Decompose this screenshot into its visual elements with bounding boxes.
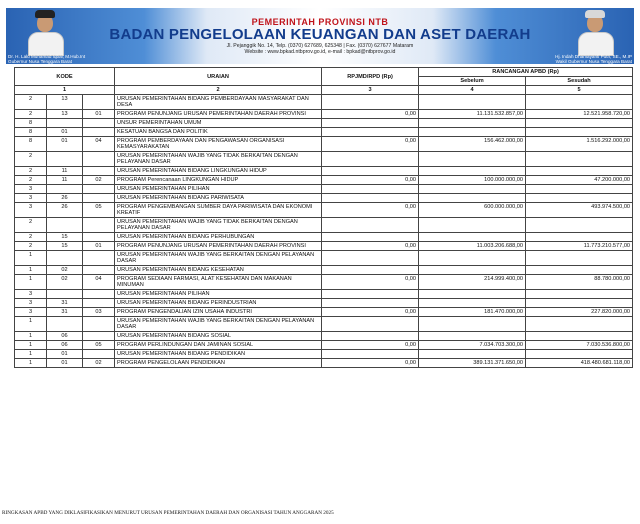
table-row [15,341,633,350]
code-urusan: 3 [15,299,47,308]
uraian-cell: URUSAN PEMERINTAHAN PILIHAN [115,185,322,194]
code-bidang [47,218,83,233]
sebelum-cell: 156.462.000,00 [419,137,526,152]
code-program [83,119,115,128]
rpjmd-cell [322,299,419,308]
code-urusan: 1 [15,317,47,332]
uraian-cell: URUSAN PEMERINTAHAN BIDANG PENDIDIKAN [115,350,322,359]
code-program [83,299,115,308]
code-program: 01 [83,110,115,119]
code-program: 05 [83,341,115,350]
code-bidang: 01 [47,359,83,368]
table-row [15,275,633,290]
sebelum-cell [419,251,526,266]
uraian-cell: PROGRAM PENGEMBANGAN SUMBER DAYA PARIWISATA DAN EKONOMI KREATIF [115,203,322,218]
code-bidang [47,185,83,194]
sebelum-cell [419,152,526,167]
code-urusan: 1 [15,275,47,290]
sesudah-cell [526,332,633,341]
code-urusan: 1 [15,251,47,266]
code-bidang: 13 [47,110,83,119]
sesudah-cell: 11.773.210.577,00 [526,242,633,251]
vice-governor-headscarf [585,10,605,18]
table-row [15,152,633,167]
rpjmd-cell [322,350,419,359]
table-row [15,194,633,203]
header-sesudah: Sesudah [526,77,633,86]
sebelum-cell [419,95,526,110]
code-urusan: 2 [15,152,47,167]
table-row [15,359,633,368]
code-program [83,290,115,299]
sebelum-cell [419,194,526,203]
uraian-cell: URUSAN PEMERINTAHAN BIDANG PEMBERDAYAAN MASYARAKAT DAN DESA [115,95,322,110]
code-urusan: 3 [15,185,47,194]
code-program [83,152,115,167]
table-body [15,95,633,368]
code-bidang: 31 [47,308,83,317]
code-bidang: 06 [47,332,83,341]
uraian-cell: URUSAN PEMERINTAHAN BIDANG KESEHATAN [115,266,322,275]
uraian-cell: URUSAN PEMERINTAHAN BIDANG PERINDUSTRIAN [115,299,322,308]
uraian-cell: URUSAN PEMERINTAHAN WAJIB YANG TIDAK BERKAITAN DENGAN PELAYANAN DASAR [115,218,322,233]
sebelum-cell: 11.003.206.688,00 [419,242,526,251]
code-bidang [47,152,83,167]
sebelum-cell [419,218,526,233]
uraian-cell: URUSAN PEMERINTAHAN BIDANG PARIWISATA [115,194,322,203]
sesudah-cell [526,350,633,359]
header-rpjmd: RPJMD/RPD (Rp) [322,68,419,86]
uraian-cell: URUSAN PEMERINTAHAN BIDANG LINGKUNGAN HIDUP [115,167,322,176]
table-row [15,242,633,251]
code-program [83,95,115,110]
sebelum-cell: 11.131.532.857,00 [419,110,526,119]
code-program [83,218,115,233]
letterhead [6,8,634,64]
code-bidang [47,290,83,299]
header-uraian: URAIAN [115,68,322,86]
rpjmd-cell [322,185,419,194]
table-row [15,233,633,242]
code-urusan: 1 [15,332,47,341]
rpjmd-cell [322,167,419,176]
code-program [83,233,115,242]
rpjmd-cell [322,152,419,167]
header-sebelum: Sebelum [419,77,526,86]
contact-line: Website : www.bpkad.ntbprov.go.id, e-mail : bpkad@ntbprov.go.id [244,49,396,55]
vice-governor-caption [555,54,632,64]
code-urusan: 1 [15,266,47,275]
sebelum-cell [419,299,526,308]
table-row [15,95,633,110]
sebelum-cell: 100.000.000,00 [419,176,526,185]
sesudah-cell [526,185,633,194]
rpjmd-cell [322,251,419,266]
code-urusan: 8 [15,119,47,128]
code-urusan: 2 [15,233,47,242]
rpjmd-cell [322,128,419,137]
code-program [83,194,115,203]
code-urusan: 2 [15,95,47,110]
code-urusan: 1 [15,341,47,350]
code-bidang: 01 [47,128,83,137]
table-row [15,218,633,233]
code-bidang [47,119,83,128]
code-program [83,317,115,332]
header-rancangan: RANCANGAN APBD (Rp) [419,68,633,77]
rpjmd-cell [322,317,419,332]
rpjmd-cell: 0,00 [322,203,419,218]
column-number: 3 [322,86,419,95]
code-urusan: 3 [15,308,47,317]
sesudah-cell [526,119,633,128]
table-row [15,266,633,275]
sebelum-cell [419,128,526,137]
code-program [83,332,115,341]
sebelum-cell [419,185,526,194]
code-urusan: 3 [15,290,47,299]
sesudah-cell [526,233,633,242]
uraian-cell: PROGRAM Perencanaan LINGKUNGAN HIDUP [115,176,322,185]
code-urusan: 2 [15,218,47,233]
code-urusan: 2 [15,176,47,185]
code-bidang: 26 [47,194,83,203]
sesudah-cell [526,167,633,176]
column-number: 5 [526,86,633,95]
sebelum-cell [419,233,526,242]
uraian-cell: PROGRAM PERLINDUNGAN DAN JAMINAN SOSIAL [115,341,322,350]
uraian-cell: PROGRAM PEMBERDAYAAN DAN PENGAWASAN ORGANISASI KEMASYARAKATAN [115,137,322,152]
code-urusan: 1 [15,359,47,368]
uraian-cell: URUSAN PEMERINTAHAN WAJIB YANG BERKAITAN DENGAN PELAYANAN DASAR [115,317,322,332]
uraian-cell: PROGRAM SEDIAAN FARMASI, ALAT KESEHATAN DAN MAKANAN MINUMAN [115,275,322,290]
sesudah-cell: 47.200.000,00 [526,176,633,185]
uraian-cell: URUSAN PEMERINTAHAN BIDANG SOSIAL [115,332,322,341]
code-bidang [47,251,83,266]
governor-name: Dr. H. Lalu Muhamad Iqbal, M.Hub.Int [8,54,86,59]
sesudah-cell [526,152,633,167]
table-row [15,119,633,128]
table-row [15,332,633,341]
sebelum-cell: 600.000.000,00 [419,203,526,218]
document-footer: RINGKASAN APBD YANG DIKLASIFIKASIKAN MENURUT URUSAN PEMERINTAHAN DAERAH DAN ORGANISASI TAHUN ANGGARAN 2025 [2,510,334,516]
code-bidang: 31 [47,299,83,308]
code-bidang [47,317,83,332]
sesudah-cell: 227.820.000,00 [526,308,633,317]
rpjmd-cell [322,95,419,110]
budget-table [14,67,633,368]
sesudah-cell: 88.780.000,00 [526,275,633,290]
vice-governor-uniform [578,32,614,56]
table-row [15,110,633,119]
code-program [83,128,115,137]
sebelum-cell [419,317,526,332]
table-row [15,308,633,317]
sebelum-cell: 389.131.371.650,00 [419,359,526,368]
uraian-cell: KESATUAN BANGSA DAN POLITIK [115,128,322,137]
code-urusan: 8 [15,128,47,137]
table-row [15,167,633,176]
sesudah-cell: 418.480.681.118,00 [526,359,633,368]
uraian-cell: PROGRAM PENGELOLAAN PENDIDIKAN [115,359,322,368]
code-program: 05 [83,203,115,218]
sebelum-cell: 181.470.000,00 [419,308,526,317]
uraian-cell: URUSAN PEMERINTAHAN WAJIB YANG TIDAK BERKAITAN DENGAN PELAYANAN DASAR [115,152,322,167]
rpjmd-cell: 0,00 [322,341,419,350]
code-bidang: 26 [47,203,83,218]
sesudah-cell: 1.516.292.000,00 [526,137,633,152]
code-program: 02 [83,176,115,185]
sesudah-cell [526,299,633,308]
sesudah-cell: 12.521.958.720,00 [526,110,633,119]
governor-title: Gubernur Nusa Tenggara Barat [8,59,73,64]
address-line: Jl. Pejanggik No. 14, Telp. (0370) 627689, 625348 | Fax. (0370) 627677 Mataram [226,43,414,49]
rpjmd-cell [322,233,419,242]
sesudah-cell [526,128,633,137]
sebelum-cell: 7.034.703.300,00 [419,341,526,350]
table-row [15,176,633,185]
sesudah-cell [526,266,633,275]
code-bidang: 01 [47,350,83,359]
code-bidang: 11 [47,167,83,176]
code-urusan: 2 [15,110,47,119]
rpjmd-cell [322,266,419,275]
code-program: 03 [83,308,115,317]
code-program: 04 [83,275,115,290]
uraian-cell: PROGRAM PENUNJANG URUSAN PEMERINTAHAN DAERAH PROVINSI [115,110,322,119]
uraian-cell: URUSAN PEMERINTAHAN PILIHAN [115,290,322,299]
code-program [83,167,115,176]
code-program: 04 [83,137,115,152]
column-number: 2 [115,86,322,95]
table-row [15,251,633,266]
governor-caption [8,54,85,64]
code-urusan: 8 [15,137,47,152]
column-number: 4 [419,86,526,95]
rpjmd-cell [322,194,419,203]
code-urusan: 2 [15,167,47,176]
sebelum-cell [419,350,526,359]
sebelum-cell [419,119,526,128]
uraian-cell: PROGRAM PENGENDALIAN IZIN USAHA INDUSTRI [115,308,322,317]
uraian-cell: URUSAN PEMERINTAHAN WAJIB YANG BERKAITAN DENGAN PELAYANAN DASAR [115,251,322,266]
rpjmd-cell: 0,00 [322,308,419,317]
code-bidang: 15 [47,242,83,251]
agency-title: BADAN PENGELOLAAN KEUANGAN DAN ASET DAERAH [109,26,531,43]
code-program [83,251,115,266]
table-row [15,317,633,332]
code-bidang: 02 [47,266,83,275]
sesudah-cell [526,218,633,233]
sebelum-cell: 214.999.400,00 [419,275,526,290]
table-row [15,350,633,359]
vice-governor-photo [570,8,620,54]
code-urusan: 3 [15,194,47,203]
code-bidang: 15 [47,233,83,242]
code-bidang: 01 [47,137,83,152]
rpjmd-cell [322,119,419,128]
vice-governor-name: Hj. Indah Dhamayanti Putri, SE., M.IP [555,54,632,59]
code-bidang: 02 [47,275,83,290]
table-row [15,203,633,218]
code-bidang: 13 [47,95,83,110]
rpjmd-cell: 0,00 [322,137,419,152]
sesudah-cell [526,194,633,203]
rpjmd-cell: 0,00 [322,242,419,251]
sesudah-cell [526,251,633,266]
code-program [83,185,115,194]
sesudah-cell [526,317,633,332]
rpjmd-cell [322,332,419,341]
table-row [15,299,633,308]
sebelum-cell [419,167,526,176]
uraian-cell: UNSUR PEMERINTAHAN UMUM [115,119,322,128]
rpjmd-cell: 0,00 [322,359,419,368]
code-urusan: 2 [15,242,47,251]
sesudah-cell: 493.974.500,00 [526,203,633,218]
uraian-cell: URUSAN PEMERINTAHAN BIDANG PERHUBUNGAN [115,233,322,242]
rpjmd-cell [322,218,419,233]
rpjmd-cell: 0,00 [322,275,419,290]
vice-governor-title: Wakil Gubernur Nusa Tenggara Barat [555,59,632,64]
sebelum-cell [419,290,526,299]
rpjmd-cell: 0,00 [322,176,419,185]
sesudah-cell: 7.030.536.800,00 [526,341,633,350]
uraian-cell: PROGRAM PENUNJANG URUSAN PEMERINTAHAN DAERAH PROVINSI [115,242,322,251]
sebelum-cell [419,332,526,341]
table-row [15,185,633,194]
sesudah-cell [526,95,633,110]
sesudah-cell [526,290,633,299]
table-row [15,128,633,137]
code-urusan: 3 [15,203,47,218]
header-kode: KODE [15,68,115,86]
sebelum-cell [419,266,526,275]
code-program [83,266,115,275]
code-urusan: 1 [15,350,47,359]
code-bidang: 11 [47,176,83,185]
rpjmd-cell: 0,00 [322,110,419,119]
table-row [15,137,633,152]
code-program [83,350,115,359]
code-bidang: 06 [47,341,83,350]
gov-title: PEMERINTAH PROVINSI NTB [251,17,389,27]
column-number: 1 [15,86,115,95]
code-program: 02 [83,359,115,368]
table-row [15,290,633,299]
code-program: 01 [83,242,115,251]
rpjmd-cell [322,290,419,299]
